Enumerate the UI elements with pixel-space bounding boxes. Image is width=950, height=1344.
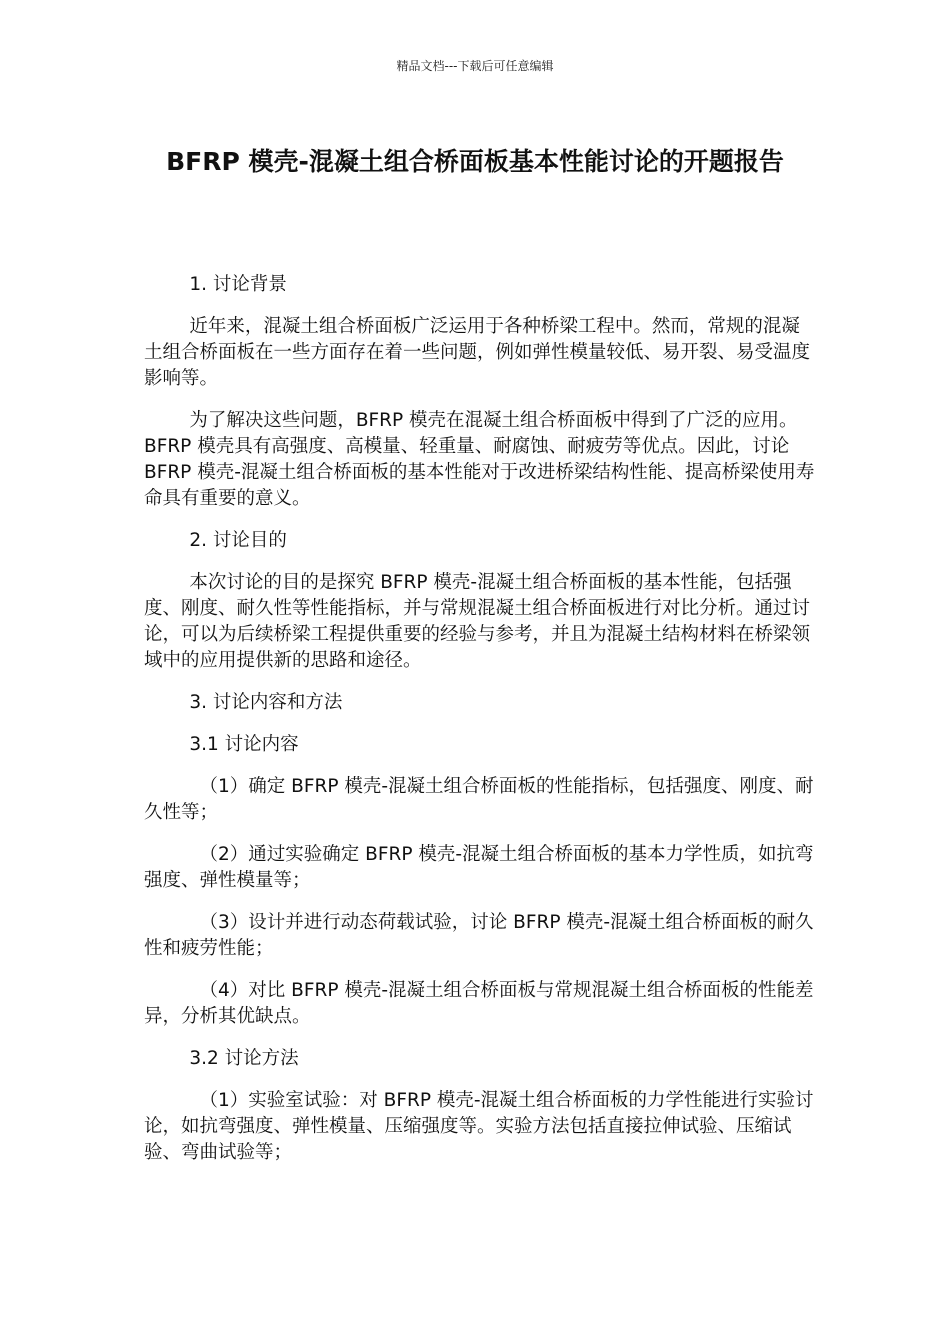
page-header: 精品文档---下载后可任意编辑 [396,59,554,73]
document-body [144,272,816,1182]
paragraph-purpose: 本次讨论的目的是探究 BFRP 模壳-混凝土组合桥面板的基本性能，包括强度、刚度、耐久性等性能指标，并与常规混凝土组合桥面板进行对比分析。通过讨论，可以为后续桥梁工程提供重要的经验与参考，并且为混凝土结构材料在桥梁领域中的应用提供新的思路和途径。 [144,572,811,671]
paragraph-background-2: 为了解决这些问题，BFRP 模壳在混凝土组合桥面板中得到了广泛的应用。BFRP 模壳具有高强度、高模量、轻重量、耐腐蚀、耐疲劳等优点。因此，讨论 BFRP 模壳-混凝土组合桥面板的基本性能对于改进桥梁结构性能、提高桥梁使用寿命具有重要的意义。 [144,410,815,509]
content-item-4: （4）对比 BFRP 模壳-混凝土组合桥面板与常规混凝土组合桥面板的性能差异，分析其优缺点。 [144,980,814,1027]
section-heading-background: 1. 讨论背景 [189,274,287,295]
paragraph-background-1: 近年来，混凝土组合桥面板广泛运用于各种桥梁工程中。然而，常规的混凝土组合桥面板在一些方面存在着一些问题，例如弹性模量较低、易开裂、易受温度影响等。 [144,316,811,389]
content-item-2: （2）通过实验确定 BFRP 模壳-混凝土组合桥面板的基本力学性质，如抗弯强度、弹性模量等； [144,844,814,891]
subsection-heading-content: 3.1 讨论内容 [189,734,299,755]
section-heading-content-methods: 3. 讨论内容和方法 [189,692,343,713]
content-item-1: （1）确定 BFRP 模壳-混凝土组合桥面板的性能指标，包括强度、刚度、耐久性等； [144,776,814,823]
section-heading-purpose: 2. 讨论目的 [189,530,287,551]
content-item-3: （3）设计并进行动态荷载试验，讨论 BFRP 模壳-混凝土组合桥面板的耐久性和疲劳性能； [144,912,814,959]
document-title: BFRP 模壳-混凝土组合桥面板基本性能讨论的开题报告 [166,147,784,176]
subsection-heading-methods: 3.2 讨论方法 [189,1048,299,1069]
method-item-1: （1）实验室试验：对 BFRP 模壳-混凝土组合桥面板的力学性能进行实验讨论，如抗弯强度、弹性模量、压缩强度等。实验方法包括直接拉伸试验、压缩试验、弯曲试验等； [144,1090,814,1163]
